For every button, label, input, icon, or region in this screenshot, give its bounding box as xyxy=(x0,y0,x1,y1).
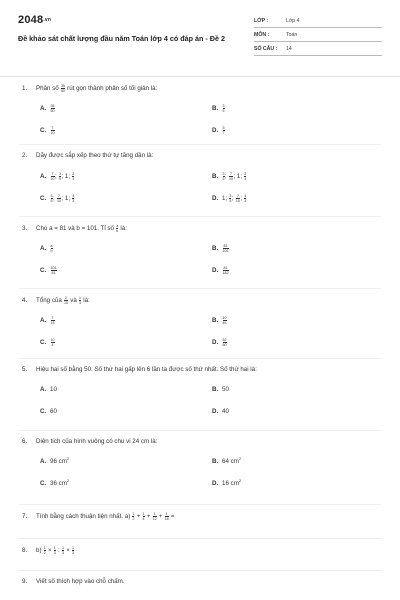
option-letter: A. xyxy=(40,173,47,181)
fraction: $\frac{35}{50}$ xyxy=(50,104,55,113)
answer-option-d[interactable] xyxy=(212,408,229,415)
question-4 xyxy=(22,296,90,305)
question-divider xyxy=(18,288,382,289)
fraction: $\frac{101}{81}$ xyxy=(50,266,57,275)
option-value xyxy=(222,317,227,324)
option-value xyxy=(50,105,55,112)
answer-option-c[interactable] xyxy=(40,408,57,415)
answer-option-c[interactable] xyxy=(40,266,57,275)
option-value xyxy=(50,127,55,134)
option-value: 1; $\frac{3}{5}$ ; $\frac{7}{10}$ ; $\frac{4}{3}$ xyxy=(222,194,247,203)
option-letter: B. xyxy=(212,317,219,325)
option-value: 96 $cm^2$ xyxy=(50,455,70,465)
fraction: $\frac{10}{4}$ xyxy=(50,338,55,347)
option-letter: B. xyxy=(212,173,219,181)
question-divider xyxy=(18,570,382,571)
question-text: Phân số $\frac{35}{50}$ rút gọn thành phân số tối giản là: xyxy=(36,84,158,93)
option-value xyxy=(50,339,55,346)
fraction: $\frac{1}{4}$ xyxy=(142,512,145,521)
option-letter: A. xyxy=(40,105,47,113)
brand-logo[interactable]: 2048.vn xyxy=(18,14,52,26)
question-number: 7. xyxy=(22,513,28,521)
page-header xyxy=(18,14,382,64)
fraction: $\frac{4}{3}$ xyxy=(244,194,247,203)
fraction: $\frac{4}{3}$ xyxy=(72,194,75,203)
option-letter: D. xyxy=(212,195,219,203)
option-value: 60 xyxy=(50,408,57,415)
option-letter: C. xyxy=(40,267,47,275)
meta-row-count: SỐ CÂU : 14 xyxy=(254,42,382,56)
option-letter: D. xyxy=(212,127,219,135)
fraction: $\frac{1}{3}$ xyxy=(79,296,82,305)
option-letter: A. xyxy=(40,458,47,465)
question-divider xyxy=(18,144,382,145)
option-value: $\frac{3}{5}$ ; $\frac{7}{10}$ ; 1; $\frac{4}{3}$ xyxy=(50,194,75,203)
answer-option-a[interactable] xyxy=(40,244,53,253)
fraction: $\frac{1}{3}$ xyxy=(72,546,75,555)
answer-option-c[interactable] xyxy=(40,477,70,487)
answer-option-d[interactable] xyxy=(212,194,247,203)
option-letter: C. xyxy=(40,339,47,347)
question-number: 4. xyxy=(22,297,28,305)
option-letter: D. xyxy=(212,408,219,415)
fraction: $\frac{3}{5}$ xyxy=(222,172,225,181)
option-letter: C. xyxy=(40,195,47,203)
answer-option-a[interactable] xyxy=(40,172,75,181)
option-letter: B. xyxy=(212,386,219,393)
option-letter: C. xyxy=(40,480,47,487)
fraction: $\frac{3}{5}$ xyxy=(229,194,232,203)
option-letter: A. xyxy=(40,245,47,253)
fraction: $\frac{1}{18}$ xyxy=(164,512,169,521)
fraction: $\frac{7}{10}$ xyxy=(235,194,240,203)
question-number: 1. xyxy=(22,85,28,93)
fraction: $\frac{1}{12}$ xyxy=(152,512,157,521)
question-text: Tính bằng cách thuận tiện nhất. a) $\frac{1}{2}$ + $\frac{1}{4}$ + $\frac{1}{12}$ + $\frac{1}{18}$ = xyxy=(36,512,175,521)
option-value: 64 $cm^2$ xyxy=(222,455,242,465)
question-number: 5. xyxy=(22,366,28,373)
fraction: $\frac{1}{2}$ xyxy=(43,546,46,555)
fraction: $\frac{5}{7}$ xyxy=(222,126,225,135)
question-5 xyxy=(22,366,257,373)
option-value xyxy=(222,105,225,112)
option-letter: C. xyxy=(40,127,47,135)
answer-option-a[interactable] xyxy=(40,104,55,113)
answer-option-c[interactable] xyxy=(40,126,55,135)
option-value xyxy=(222,339,227,346)
question-6 xyxy=(22,438,157,445)
option-letter: D. xyxy=(212,339,219,347)
answer-option-b[interactable] xyxy=(212,104,225,113)
question-8 xyxy=(22,546,75,555)
fraction: $\frac{81}{101}$ xyxy=(222,244,229,253)
option-value: $\frac{7}{10}$ ; $\frac{3}{5}$ ; 1; $\frac{2}{3}$ xyxy=(50,172,75,181)
answer-option-d[interactable] xyxy=(212,126,225,135)
fraction: $\frac{10}{45}$ xyxy=(222,316,227,325)
option-value: 16 $cm^2$ xyxy=(222,477,242,487)
answer-option-b[interactable] xyxy=(212,172,247,181)
option-letter: D. xyxy=(212,267,219,275)
question-2 xyxy=(22,152,153,159)
question-9 xyxy=(22,578,125,585)
answer-option-a[interactable] xyxy=(40,386,57,393)
option-value: $\frac{3}{5}$ ; $\frac{7}{10}$ ; 1; $\frac{2}{3}$ xyxy=(222,172,247,181)
question-number: 2. xyxy=(22,152,28,159)
exam-meta xyxy=(254,14,382,56)
option-value xyxy=(222,245,229,252)
fraction: $\frac{a}{b}$ xyxy=(116,224,119,233)
question-text: b) $\frac{1}{2}$ × $\frac{1}{3}$ : $\frac{1}{3}$ × $\frac{1}{3}$ xyxy=(36,546,75,555)
question-3 xyxy=(22,224,127,233)
fraction: $\frac{a}{b}$ xyxy=(50,244,53,253)
meta-row-grade: LỚP : Lớp 4 xyxy=(254,14,382,28)
option-value xyxy=(222,127,225,134)
question-text: Hiệu hai số bằng 50. Số thứ hai gấp lên 6 lần ta được số thứ nhất. Số thứ hai là: xyxy=(36,366,257,373)
fraction: $\frac{35}{50}$ xyxy=(60,84,65,93)
option-value: 10 xyxy=(50,386,57,393)
meta-row-subject: MÔN : Toán xyxy=(254,28,382,42)
question-divider xyxy=(18,358,382,359)
fraction: $\frac{3}{5}$ xyxy=(58,172,61,181)
question-text: Dãy được sắp xếp theo thứ tự tăng dần là: xyxy=(36,152,154,159)
fraction: $\frac{7}{10}$ xyxy=(56,194,61,203)
answer-option-b[interactable] xyxy=(212,386,229,393)
option-letter: A. xyxy=(40,317,47,325)
option-letter: B. xyxy=(212,105,219,113)
fraction: $\frac{52}{60}$ xyxy=(222,338,227,347)
fraction: $\frac{3}{5}$ xyxy=(50,194,53,203)
answer-option-d[interactable] xyxy=(212,266,229,275)
answer-option-c[interactable] xyxy=(40,194,75,203)
option-letter: D. xyxy=(212,480,219,487)
fraction: $\frac{7}{15}$ xyxy=(50,316,55,325)
page-title: Đề khảo sát chất lượng đầu năm Toán lớp 4 có đáp án - Đề 2 xyxy=(18,34,225,43)
option-letter: B. xyxy=(212,245,219,253)
question-divider xyxy=(18,430,382,431)
fraction: $\frac{1}{3}$ xyxy=(53,546,56,555)
answer-option-a[interactable] xyxy=(40,316,55,325)
answer-option-b[interactable] xyxy=(212,316,227,325)
question-number: 6. xyxy=(22,438,28,445)
answer-option-d[interactable] xyxy=(212,338,227,347)
question-divider xyxy=(18,216,382,217)
answer-option-b[interactable] xyxy=(212,455,242,465)
fraction: $\frac{7}{10}$ xyxy=(50,126,55,135)
fraction: $\frac{7}{10}$ xyxy=(228,172,233,181)
question-text: Cho a = 81 và b = 101. Tỉ số $\frac{a}{b}$ là: xyxy=(36,224,127,233)
question-text: Viết số thích hợp vào chỗ chấm. xyxy=(36,578,125,585)
fraction: $\frac{3}{5}$ xyxy=(222,104,225,113)
question-7 xyxy=(22,512,175,521)
option-value: 50 xyxy=(222,386,229,393)
answer-option-c[interactable] xyxy=(40,338,55,347)
question-1 xyxy=(22,84,157,93)
answer-option-a[interactable] xyxy=(40,455,70,465)
fraction: $\frac{2}{3}$ xyxy=(72,172,75,181)
option-value xyxy=(50,317,55,324)
header-divider xyxy=(0,76,400,77)
question-number: 3. xyxy=(22,225,28,233)
answer-option-b[interactable] xyxy=(212,244,229,253)
option-value xyxy=(50,267,57,274)
option-letter: C. xyxy=(40,408,47,415)
fraction: $\frac{7}{10}$ xyxy=(50,172,55,181)
option-letter: A. xyxy=(40,386,47,393)
question-number: 9. xyxy=(22,578,28,585)
option-value: 40 xyxy=(222,408,229,415)
fraction: $\frac{81}{182}$ xyxy=(222,266,229,275)
option-letter: B. xyxy=(212,458,219,465)
fraction: $\frac{1}{2}$ xyxy=(132,512,135,521)
answer-option-d[interactable] xyxy=(212,477,242,487)
question-text: Diện tích của hình vuông có chu vi 24 cm là: xyxy=(36,438,158,445)
option-value: 36 $cm^2$ xyxy=(50,477,70,487)
option-value xyxy=(222,267,229,274)
question-divider xyxy=(18,504,382,505)
fraction: $\frac{1}{3}$ xyxy=(61,546,64,555)
fraction: $\frac{2}{15}$ xyxy=(64,296,69,305)
option-value xyxy=(50,245,53,252)
question-text: Tổng của $\frac{2}{15}$ và $\frac{1}{3}$ là: xyxy=(36,296,90,305)
fraction: $\frac{2}{3}$ xyxy=(244,172,247,181)
question-number: 8. xyxy=(22,547,28,555)
question-divider xyxy=(18,538,382,539)
